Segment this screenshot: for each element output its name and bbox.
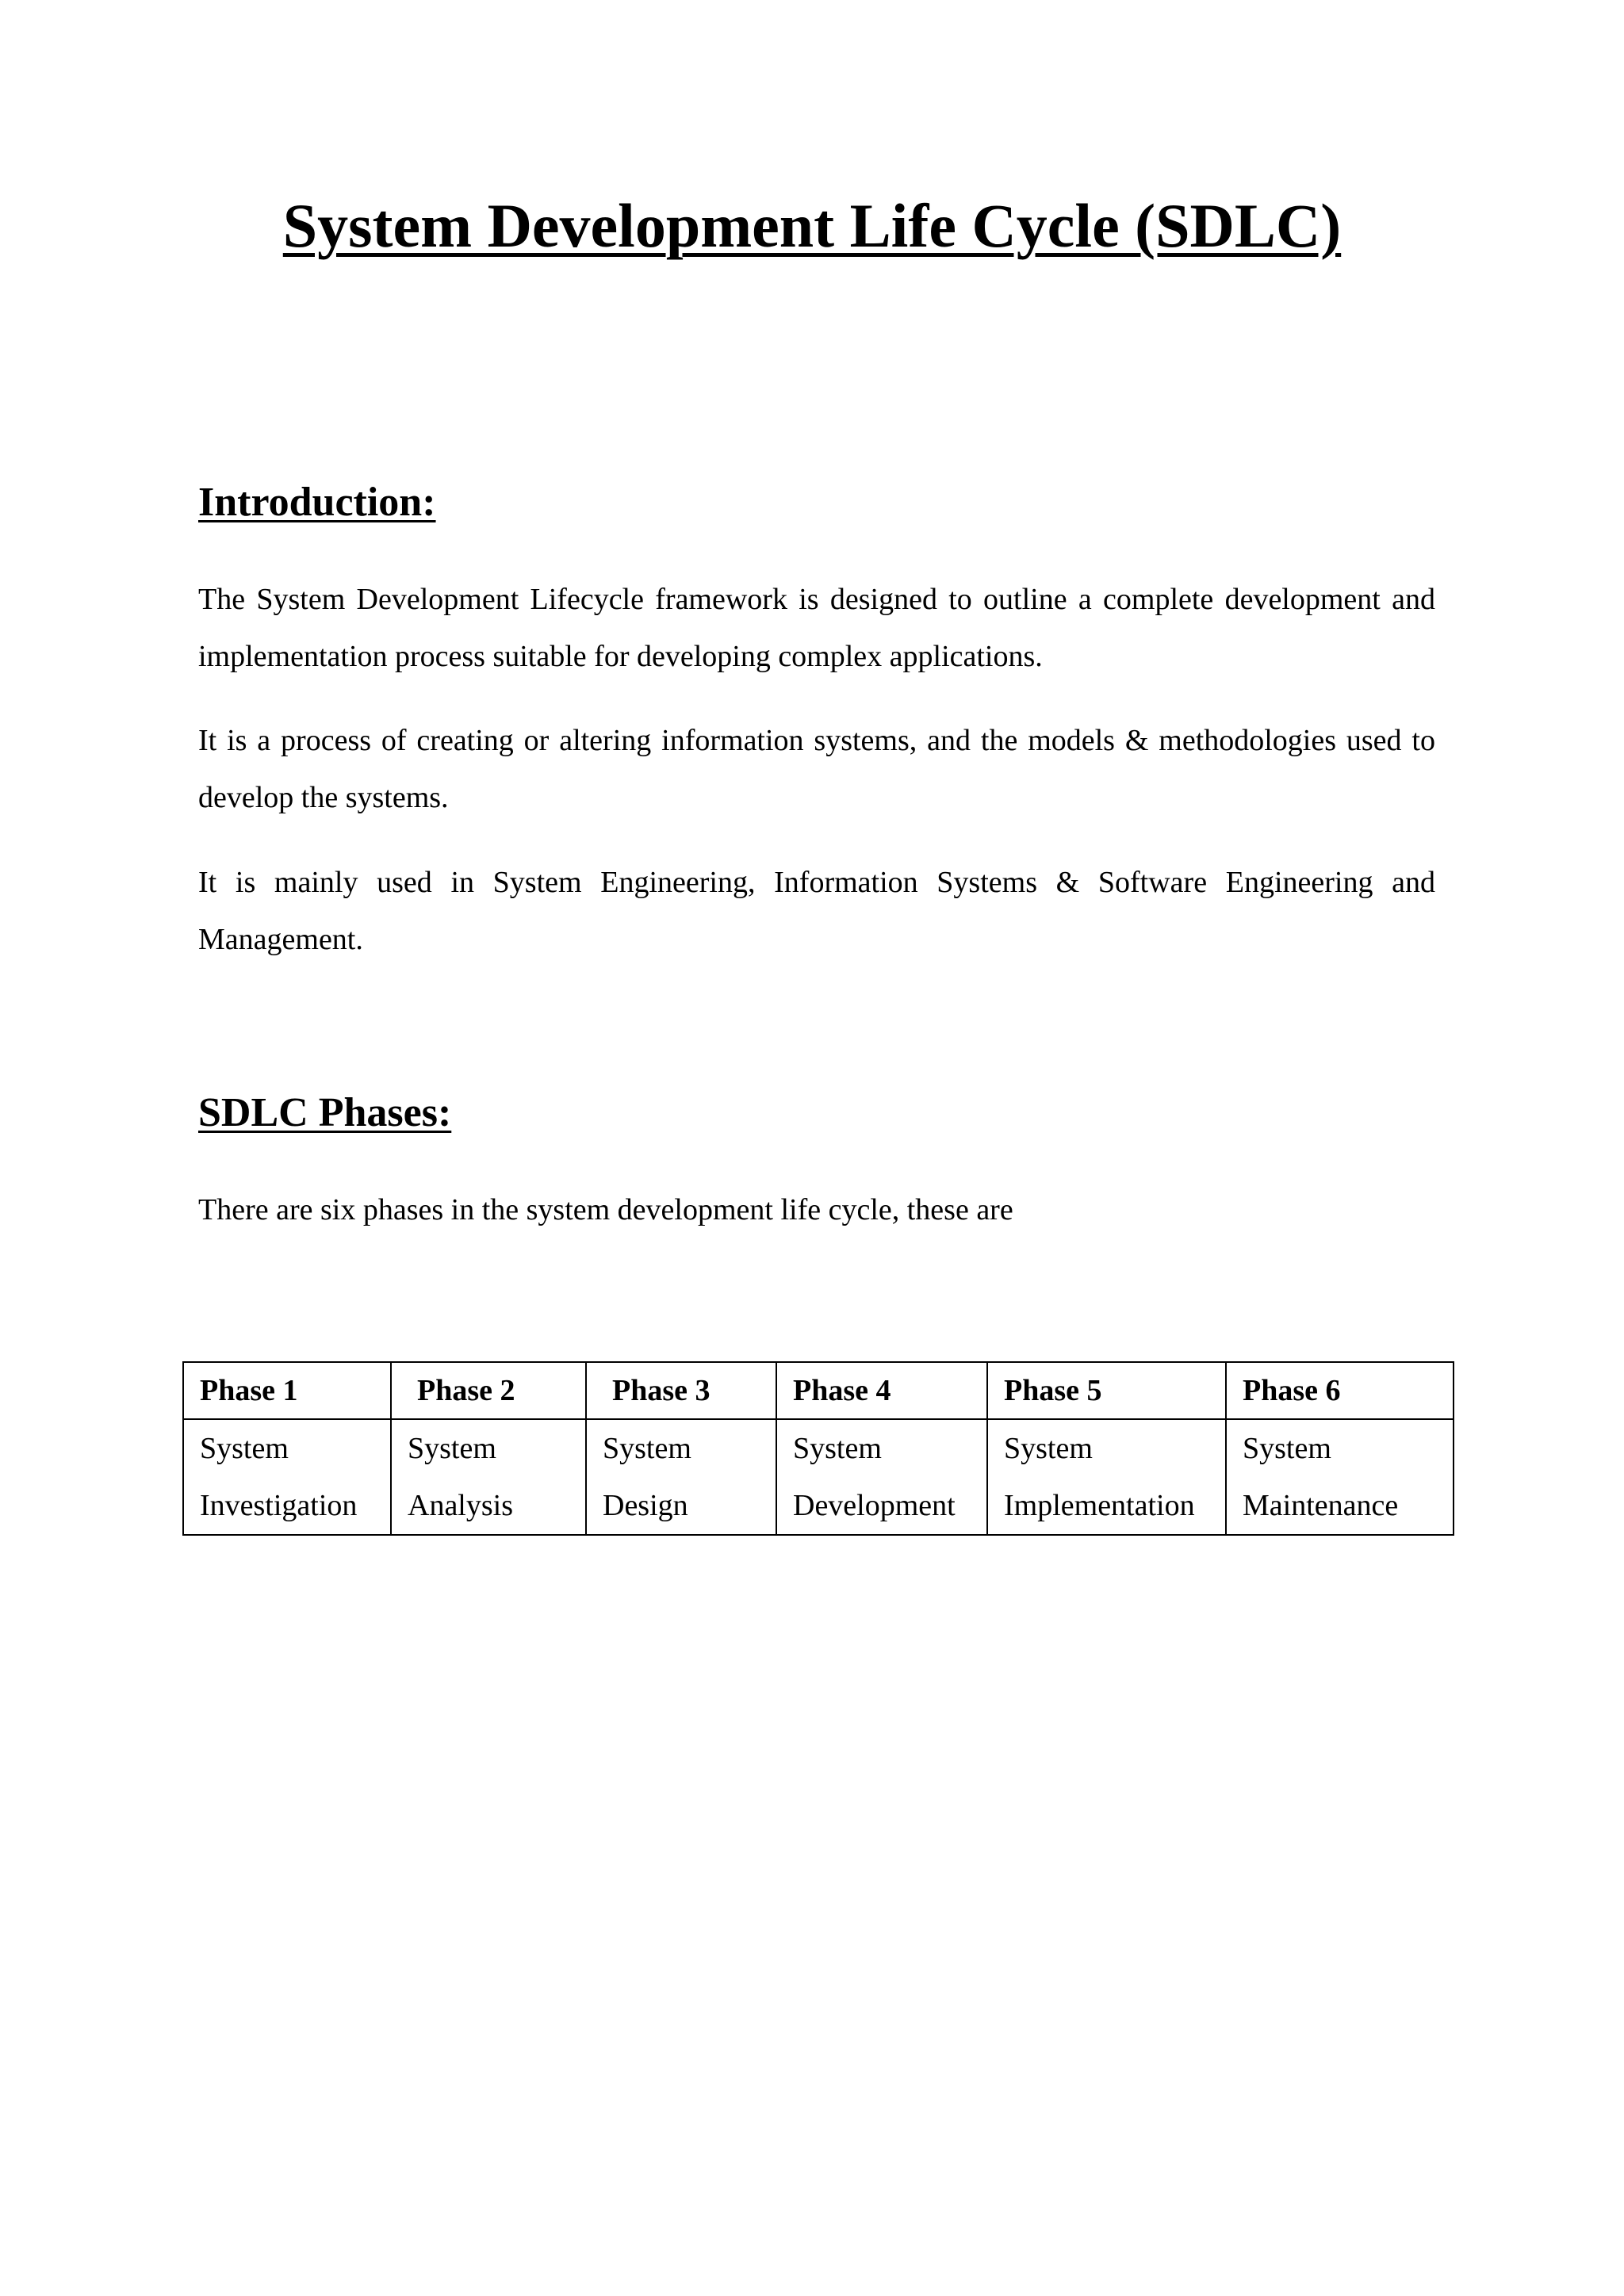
phase-name-line: System (793, 1432, 882, 1465)
phases-table-body-row (183, 1419, 1454, 1535)
phase-name-line: Design (603, 1489, 688, 1522)
phases-intro-paragraph: There are six phases in the system development life cycle, these are (198, 1193, 1013, 1226)
page-title: System Development Life Cycle (SDLC) (282, 191, 1342, 260)
phase-header-cell: Phase 5 (987, 1362, 1226, 1419)
phase-name-line: Implementation (1004, 1489, 1195, 1522)
phase-name-line: Analysis (408, 1489, 513, 1522)
phase-name-cell (987, 1419, 1226, 1535)
phase-name-line: System (1004, 1432, 1093, 1465)
phase-name-line: System (603, 1432, 691, 1465)
intro-paragraph-2: It is a process of creating or altering information systems, and the models & methodologies used to develop the systems. (198, 724, 1435, 814)
phase-name-cell (1226, 1419, 1454, 1535)
phase-name-cell (391, 1419, 586, 1535)
phase-name-line: Development (793, 1489, 956, 1522)
phase-name-line: System (200, 1432, 289, 1465)
phase-name-cell (776, 1419, 987, 1535)
phase-name-line: System (408, 1432, 496, 1465)
intro-paragraph-3: It is mainly used in System Engineering, Information Systems & Software Engineering and Management. (198, 866, 1435, 956)
phase-header-cell: Phase 3 (586, 1362, 776, 1419)
phases-table-header-row (183, 1362, 1454, 1419)
phase-header-cell: Phase 1 (183, 1362, 391, 1419)
phase-name-cell (586, 1419, 776, 1535)
introduction-heading: Introduction: (198, 480, 436, 525)
phase-header-cell: Phase 4 (776, 1362, 987, 1419)
phase-name-line: Investigation (200, 1489, 358, 1522)
phase-header-cell: Phase 2 (391, 1362, 586, 1419)
phase-name-line: Maintenance (1243, 1489, 1399, 1522)
sdlc-phases-heading: SDLC Phases: (198, 1090, 452, 1135)
phase-header-cell: Phase 6 (1226, 1362, 1454, 1419)
phase-name-cell (183, 1419, 391, 1535)
phase-name-line: System (1243, 1432, 1331, 1465)
intro-paragraph-1: The System Development Lifecycle framework is designed to outline a complete development and implementation process suitable for developing complex applications. (198, 583, 1435, 673)
phases-table (182, 1361, 1454, 1536)
